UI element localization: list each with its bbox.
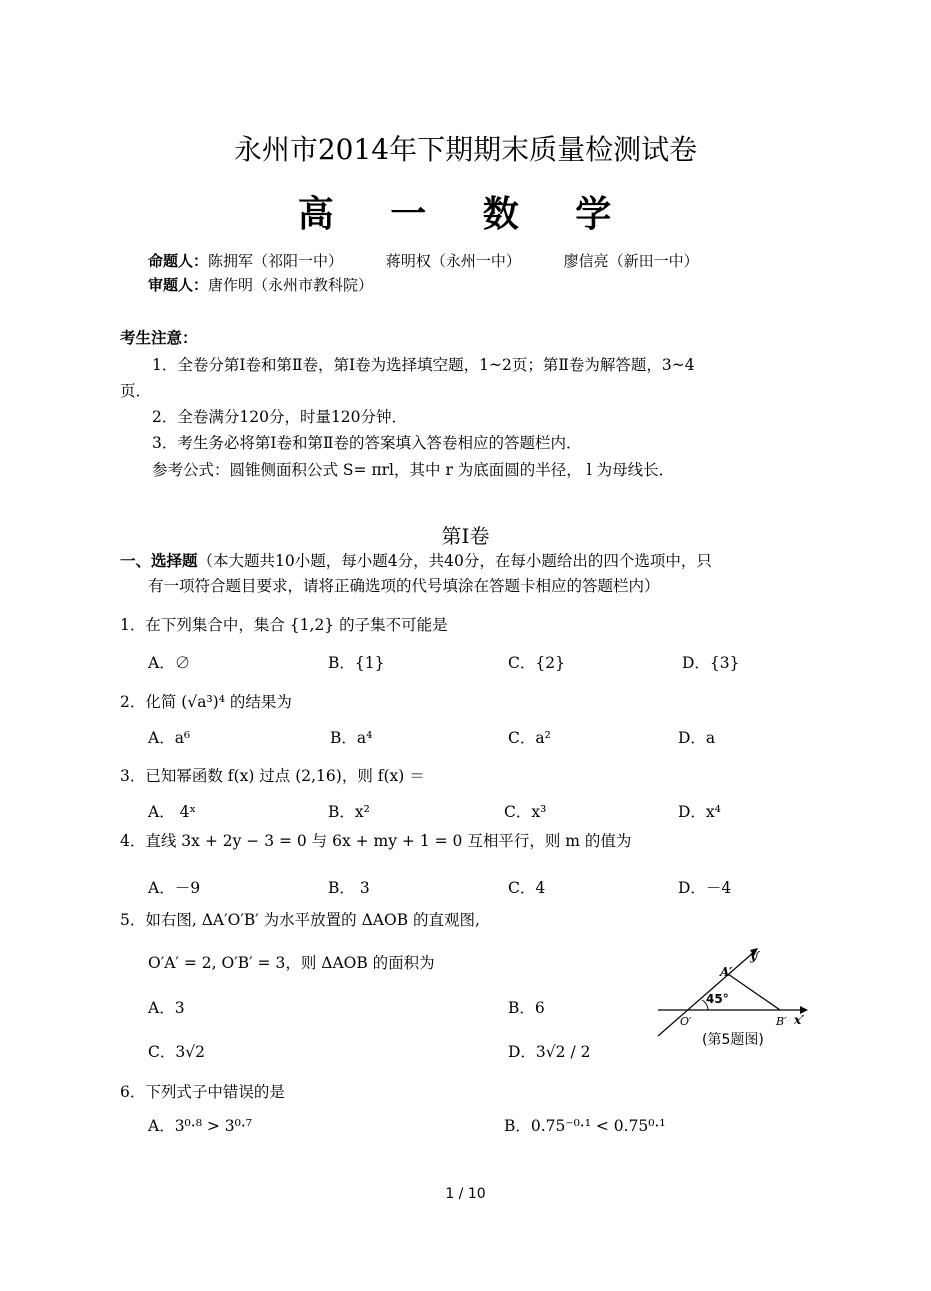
q5-option-b: B．6 [508, 999, 545, 1017]
notice-heading: 考生注意： [120, 328, 198, 347]
angle-label: 45° [706, 992, 729, 1006]
reviewer-name: 唐作明（永州市教科院） [208, 276, 374, 294]
q5-stem: 5．如右图, ΔA′O′B′ 为水平放置的 ΔAOB 的直观图, [120, 911, 480, 929]
q6-option-a: A．3⁰·⁸ > 3⁰·⁷ [148, 1117, 252, 1135]
section-title: 第Ⅰ卷 [441, 524, 490, 548]
page-number: 1 / 10 [445, 1186, 486, 1202]
section-heading-cont: 有一项符合题目要求，请将正确选项的代号填涂在答题卡相应的答题栏内） [148, 577, 660, 595]
q1-option-c: C．{2} [508, 654, 565, 672]
authors-line [148, 250, 699, 271]
notice-item-1: 1．全卷分第Ⅰ卷和第Ⅱ卷，第Ⅰ卷为选择填空题，1~2页；第Ⅱ卷为解答题，3~4 [152, 356, 695, 374]
x-axis-label: x′ [794, 1013, 805, 1027]
q3-option-c: C．x³ [504, 803, 547, 821]
q3-option-a: A． 4ˣ [148, 803, 197, 821]
reference-formula: 参考公式：圆锥侧面积公式 S= πrl，其中 r 为底面圆的半径， l 为母线长． [152, 461, 675, 479]
q5-option-d: D．3√2 / 2 [508, 1043, 591, 1061]
notice-item-2: 2．全卷满分120分，时量120分钟． [152, 408, 408, 426]
segment-ab [728, 974, 780, 1010]
q2-option-a: A．a⁶ [148, 729, 191, 747]
figure-caption: (第5题图) [702, 1032, 764, 1048]
author-1: 陈拥军（祁阳一中） [208, 252, 344, 270]
q6-stem: 6．下列式子中错误的是 [120, 1083, 285, 1101]
q1-option-b: B．{1} [328, 654, 385, 672]
author-3: 廖信亮（新田一中） [563, 252, 699, 270]
q4-option-a: A．－9 [148, 879, 201, 897]
q5-stem-2: O′A′ = 2, O′B′ = 3，则 ΔAOB 的面积为 [148, 954, 435, 972]
point-a-label: A′ [720, 965, 733, 979]
q1-option-d: D．{3} [682, 654, 740, 672]
section-heading-rest: （本大题共10小题，每小题4分，共40分，在每小题给出的四个选项中，只 [197, 552, 712, 570]
point-o-label: O′ [680, 1015, 692, 1028]
q4-option-d: D．－4 [678, 879, 732, 897]
y-axis-label: y′ [750, 949, 761, 963]
q2-stem: 2．化简 (√a³)⁴ 的结果为 [120, 693, 292, 711]
q6-option-b: B．0.75⁻⁰·¹ < 0.75⁰·¹ [504, 1117, 666, 1135]
q4-option-c: C．4 [508, 879, 546, 897]
point-b-label: B′ [776, 1015, 787, 1028]
section-heading [120, 549, 712, 571]
q4-stem: 4．直线 3x + 2y − 3 = 0 与 6x + my + 1 = 0 互相平行，则 m 的值为 [120, 832, 632, 850]
author-label: 命题人： [148, 252, 209, 270]
q2-option-b: B．a⁴ [330, 729, 373, 747]
exam-subject: 高 一 数 学 [297, 193, 634, 235]
q2-option-d: D．a [678, 729, 716, 747]
reviewer-line [148, 274, 373, 295]
q4-option-b: B． 3 [328, 879, 370, 897]
q3-stem: 3．已知幂函数 f(x) 过点 (2,16)，则 f(x) ＝ [120, 767, 425, 785]
q5-option-a: A．3 [148, 999, 185, 1017]
author-2: 蒋明权（永州一中） [385, 252, 521, 270]
reviewer-label: 审题人： [148, 276, 209, 294]
q1-stem: 1．在下列集合中，集合 {1,2} 的子集不可能是 [120, 616, 448, 634]
q3-option-b: B．x² [328, 803, 370, 821]
notice-item-1-cont: 页． [120, 382, 152, 400]
q3-option-d: D．x⁴ [678, 803, 721, 821]
q1-option-a: A．∅ [148, 654, 191, 672]
exam-title: 永州市2014年下期期末质量检测试卷 [233, 133, 698, 166]
q5-option-c: C．3√2 [148, 1043, 205, 1061]
q2-option-c: C．a² [508, 729, 551, 747]
notice-item-3: 3．考生务必将第Ⅰ卷和第Ⅱ卷的答案填入答卷相应的答题栏内． [152, 434, 582, 452]
q5-figure [650, 944, 815, 1054]
section-heading-bold: 一、选择题 [120, 551, 198, 570]
